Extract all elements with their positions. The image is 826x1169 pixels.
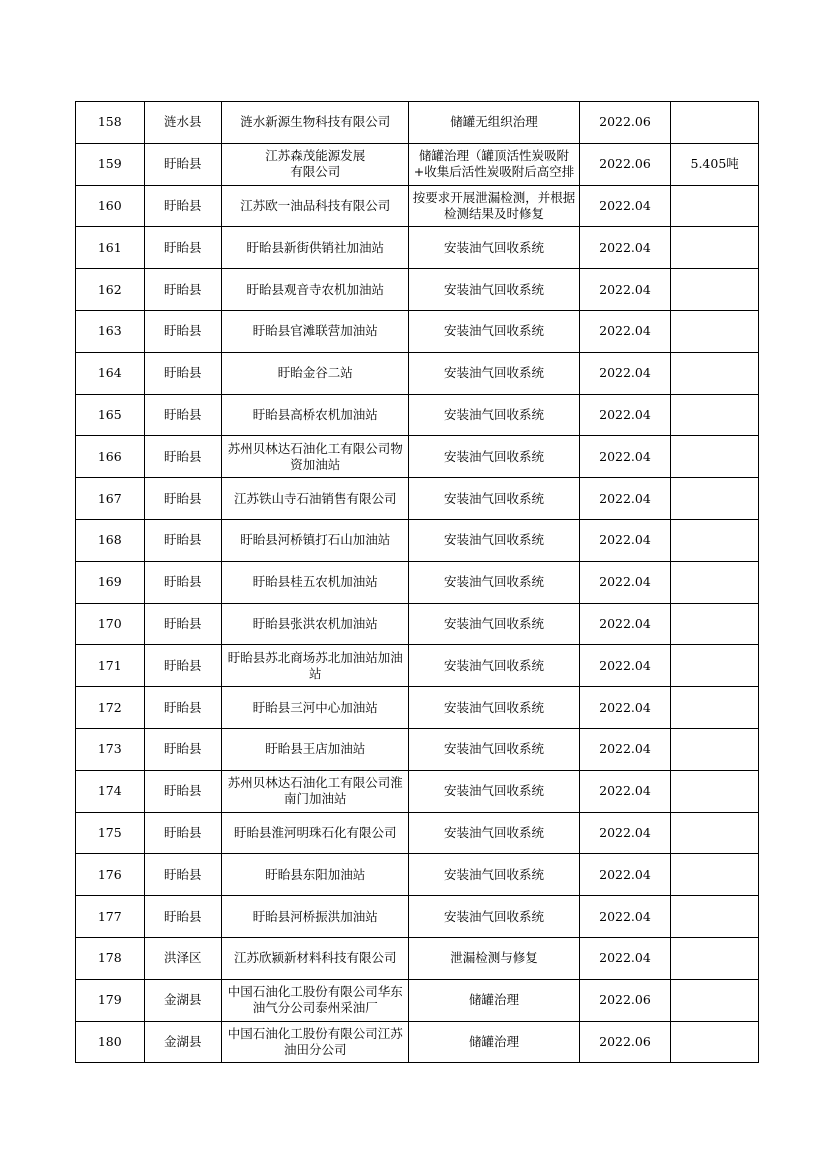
table-row <box>76 770 759 812</box>
row-number <box>76 645 145 687</box>
date-cell <box>579 687 671 729</box>
county-cell <box>144 812 222 854</box>
county-cell <box>144 394 222 436</box>
measure-cell-text: 安装油气回收系统 <box>444 741 545 757</box>
row-number-text: 176 <box>97 866 122 882</box>
company-cell <box>222 728 409 770</box>
row-number <box>76 143 145 185</box>
row-number <box>76 1021 145 1063</box>
county-cell <box>144 561 222 603</box>
county-cell-text: 涟水县 <box>164 114 202 130</box>
company-cell <box>222 519 409 561</box>
row-number <box>76 394 145 436</box>
company-cell-text: 涟水新源生物科技有限公司 <box>240 114 391 130</box>
table-row <box>76 143 759 185</box>
county-cell-text: 盱眙县 <box>164 532 202 548</box>
county-cell <box>144 227 222 269</box>
row-number-text: 170 <box>97 615 122 631</box>
reduction-cell <box>671 394 759 436</box>
table-row <box>76 352 759 394</box>
county-cell-text: 盱眙县 <box>164 448 202 464</box>
county-cell <box>144 519 222 561</box>
row-number <box>76 102 145 144</box>
county-cell <box>144 896 222 938</box>
county-cell-text: 金湖县 <box>164 1033 202 1049</box>
row-number-text: 178 <box>97 950 122 966</box>
date-cell-text: 2022.06 <box>599 992 651 1008</box>
measure-cell-text: 安装油气回收系统 <box>444 615 545 631</box>
row-number <box>76 227 145 269</box>
date-cell-text: 2022.04 <box>599 615 651 631</box>
measure-cell-text: 安装油气回收系统 <box>444 323 545 339</box>
date-cell-text: 2022.04 <box>599 657 651 673</box>
reduction-cell <box>671 937 759 979</box>
date-cell-text: 2022.04 <box>599 741 651 757</box>
table-row <box>76 979 759 1021</box>
date-cell <box>579 645 671 687</box>
company-cell-text: 盱眙县淮河明珠石化有限公司 <box>233 824 397 840</box>
date-cell <box>579 227 671 269</box>
table-row <box>76 728 759 770</box>
company-cell-text: 盱眙县新街供销社加油站 <box>246 239 384 255</box>
measure-cell-text: 泄漏检测与修复 <box>450 950 538 966</box>
measure-cell-text: 安装油气回收系统 <box>444 532 545 548</box>
company-cell <box>222 979 409 1021</box>
county-cell-text: 盱眙县 <box>164 866 202 882</box>
county-cell <box>144 937 222 979</box>
date-cell <box>579 770 671 812</box>
county-cell-text: 盱眙县 <box>164 197 202 213</box>
date-cell-text: 2022.04 <box>599 574 651 590</box>
table-row <box>76 436 759 478</box>
county-cell-text: 洪泽区 <box>164 950 202 966</box>
company-cell-text: 江苏欣颍新材料科技有限公司 <box>233 950 397 966</box>
reduction-cell <box>671 185 759 227</box>
reduction-cell <box>671 854 759 896</box>
company-cell-text: 中国石油化工股份有限公司江苏油田分公司 <box>227 1025 403 1057</box>
row-number <box>76 687 145 729</box>
date-cell-text: 2022.04 <box>599 281 651 297</box>
date-cell <box>579 143 671 185</box>
table-row <box>76 478 759 520</box>
company-cell <box>222 143 409 185</box>
measure-cell <box>409 352 579 394</box>
row-number-text: 172 <box>97 699 122 715</box>
date-cell <box>579 478 671 520</box>
reduction-cell <box>671 561 759 603</box>
company-cell <box>222 102 409 144</box>
company-cell-text: 中国石油化工股份有限公司华东油气分公司泰州采油厂 <box>227 984 403 1016</box>
county-cell <box>144 478 222 520</box>
row-number <box>76 854 145 896</box>
table-row <box>76 519 759 561</box>
table-row <box>76 185 759 227</box>
row-number <box>76 979 145 1021</box>
county-cell <box>144 352 222 394</box>
county-cell <box>144 854 222 896</box>
company-cell <box>222 269 409 311</box>
date-cell-text: 2022.04 <box>599 866 651 882</box>
company-cell-text: 盱眙县苏北商场苏北加油站加油站 <box>227 649 403 681</box>
row-number-text: 163 <box>97 323 122 339</box>
company-cell-text: 盱眙金谷二站 <box>277 365 353 381</box>
date-cell <box>579 812 671 854</box>
measure-cell <box>409 979 579 1021</box>
date-cell <box>579 561 671 603</box>
company-cell-text: 江苏森茂能源发展 有限公司 <box>265 148 366 180</box>
county-cell-text: 盱眙县 <box>164 406 202 422</box>
measure-cell <box>409 478 579 520</box>
measure-cell <box>409 645 579 687</box>
row-number-text: 161 <box>97 239 122 255</box>
date-cell <box>579 603 671 645</box>
county-cell <box>144 436 222 478</box>
county-cell <box>144 645 222 687</box>
row-number <box>76 603 145 645</box>
company-cell-text: 盱眙县河桥振洪加油站 <box>252 908 378 924</box>
measure-cell <box>409 770 579 812</box>
row-number <box>76 561 145 603</box>
company-cell <box>222 770 409 812</box>
reduction-cell <box>671 728 759 770</box>
company-cell-text: 江苏铁山寺石油销售有限公司 <box>233 490 397 506</box>
reduction-cell <box>671 478 759 520</box>
date-cell-text: 2022.04 <box>599 699 651 715</box>
table-row <box>76 561 759 603</box>
company-cell-text: 盱眙县官滩联营加油站 <box>252 323 378 339</box>
date-cell-text: 2022.04 <box>599 365 651 381</box>
company-cell <box>222 352 409 394</box>
measure-cell-text: 安装油气回收系统 <box>444 448 545 464</box>
table-row <box>76 1021 759 1063</box>
reduction-cell <box>671 1021 759 1063</box>
table-row <box>76 394 759 436</box>
row-number <box>76 519 145 561</box>
county-cell <box>144 143 222 185</box>
company-cell <box>222 603 409 645</box>
measure-cell-text: 安装油气回收系统 <box>444 239 545 255</box>
company-cell-text: 苏州贝林达石油化工有限公司物资加油站 <box>227 440 403 472</box>
date-cell-text: 2022.04 <box>599 783 651 799</box>
date-cell <box>579 896 671 938</box>
row-number-text: 160 <box>97 197 122 213</box>
reduction-cell <box>671 436 759 478</box>
row-number-text: 167 <box>97 490 122 506</box>
row-number <box>76 770 145 812</box>
row-number-text: 162 <box>97 281 122 297</box>
company-cell <box>222 227 409 269</box>
county-cell <box>144 1021 222 1063</box>
row-number <box>76 478 145 520</box>
row-number-text: 180 <box>97 1033 122 1049</box>
measure-cell <box>409 436 579 478</box>
row-number <box>76 352 145 394</box>
reduction-cell <box>671 645 759 687</box>
date-cell <box>579 728 671 770</box>
reduction-cell <box>671 143 759 185</box>
table-row <box>76 310 759 352</box>
measure-cell-text: 安装油气回收系统 <box>444 406 545 422</box>
date-cell-text: 2022.04 <box>599 448 651 464</box>
table-row <box>76 603 759 645</box>
measure-cell <box>409 561 579 603</box>
date-cell-text: 2022.06 <box>599 1033 651 1049</box>
date-cell <box>579 979 671 1021</box>
company-cell <box>222 854 409 896</box>
measure-cell-text: 安装油气回收系统 <box>444 281 545 297</box>
measure-cell <box>409 687 579 729</box>
measure-cell <box>409 394 579 436</box>
measure-cell <box>409 603 579 645</box>
county-cell-text: 盱眙县 <box>164 824 202 840</box>
company-cell <box>222 436 409 478</box>
measure-cell <box>409 102 579 144</box>
county-cell-text: 盱眙县 <box>164 783 202 799</box>
measure-cell-text: 安装油气回收系统 <box>444 824 545 840</box>
county-cell <box>144 770 222 812</box>
row-number-text: 174 <box>97 783 122 799</box>
date-cell-text: 2022.04 <box>599 824 651 840</box>
measure-cell <box>409 143 579 185</box>
company-cell <box>222 185 409 227</box>
company-cell <box>222 687 409 729</box>
measure-cell <box>409 812 579 854</box>
table-row <box>76 812 759 854</box>
measure-cell-text: 按要求开展泄漏检测，并根据检测结果及时修复 <box>412 189 576 221</box>
company-cell-text: 苏州贝林达石油化工有限公司淮南门加油站 <box>227 775 403 807</box>
table-row <box>76 102 759 144</box>
measure-cell <box>409 269 579 311</box>
date-cell <box>579 185 671 227</box>
reduction-cell <box>671 979 759 1021</box>
date-cell <box>579 269 671 311</box>
reduction-cell <box>671 102 759 144</box>
date-cell-text: 2022.04 <box>599 197 651 213</box>
measure-cell-text: 安装油气回收系统 <box>444 866 545 882</box>
row-number-text: 173 <box>97 741 122 757</box>
county-cell <box>144 979 222 1021</box>
measure-cell <box>409 310 579 352</box>
reduction-cell <box>671 770 759 812</box>
date-cell-text: 2022.04 <box>599 490 651 506</box>
measure-cell-text: 安装油气回收系统 <box>444 657 545 673</box>
county-cell <box>144 185 222 227</box>
row-number-text: 177 <box>97 908 122 924</box>
company-cell-text: 盱眙县高桥农机加油站 <box>252 406 378 422</box>
county-cell <box>144 102 222 144</box>
reduction-cell <box>671 687 759 729</box>
measure-cell-text: 安装油气回收系统 <box>444 908 545 924</box>
row-number <box>76 310 145 352</box>
county-cell-text: 盱眙县 <box>164 281 202 297</box>
row-number-text: 158 <box>97 114 122 130</box>
county-cell-text: 盱眙县 <box>164 239 202 255</box>
measure-cell-text: 安装油气回收系统 <box>444 699 545 715</box>
county-cell-text: 盱眙县 <box>164 615 202 631</box>
date-cell-text: 2022.04 <box>599 532 651 548</box>
reduction-cell <box>671 812 759 854</box>
row-number-text: 171 <box>97 657 122 673</box>
county-cell-text: 盱眙县 <box>164 490 202 506</box>
reduction-cell <box>671 227 759 269</box>
date-cell <box>579 394 671 436</box>
company-cell <box>222 310 409 352</box>
reduction-cell <box>671 310 759 352</box>
table-row <box>76 645 759 687</box>
reduction-cell <box>671 519 759 561</box>
company-cell-text: 盱眙县东阳加油站 <box>265 866 366 882</box>
measure-cell <box>409 728 579 770</box>
measure-cell-text: 储罐治理 <box>469 1033 520 1049</box>
table-row <box>76 269 759 311</box>
company-cell <box>222 394 409 436</box>
reduction-cell <box>671 269 759 311</box>
company-cell-text: 盱眙县桂五农机加油站 <box>252 574 378 590</box>
company-cell <box>222 896 409 938</box>
measure-cell-text: 安装油气回收系统 <box>444 574 545 590</box>
county-cell-text: 盱眙县 <box>164 365 202 381</box>
reduction-cell-text: 5.405吨 <box>690 156 739 172</box>
date-cell <box>579 436 671 478</box>
date-cell-text: 2022.04 <box>599 323 651 339</box>
table-row <box>76 227 759 269</box>
measure-cell <box>409 854 579 896</box>
company-cell-text: 江苏欧一油品科技有限公司 <box>240 197 391 213</box>
county-cell-text: 盱眙县 <box>164 156 202 172</box>
measure-cell-text: 安装油气回收系统 <box>444 783 545 799</box>
county-cell <box>144 310 222 352</box>
county-cell-text: 盱眙县 <box>164 323 202 339</box>
date-cell-text: 2022.04 <box>599 908 651 924</box>
measure-cell <box>409 896 579 938</box>
reduction-cell <box>671 603 759 645</box>
date-cell-text: 2022.06 <box>599 114 651 130</box>
date-cell-text: 2022.06 <box>599 156 651 172</box>
date-cell <box>579 310 671 352</box>
row-number <box>76 896 145 938</box>
table-row <box>76 687 759 729</box>
date-cell <box>579 102 671 144</box>
table-row <box>76 896 759 938</box>
county-cell <box>144 603 222 645</box>
company-cell-text: 盱眙县王店加油站 <box>265 741 366 757</box>
company-cell <box>222 812 409 854</box>
table-row <box>76 854 759 896</box>
company-cell-text: 盱眙县张洪农机加油站 <box>252 615 378 631</box>
reduction-cell <box>671 352 759 394</box>
measure-cell <box>409 519 579 561</box>
row-number <box>76 937 145 979</box>
table-row <box>76 937 759 979</box>
row-number <box>76 812 145 854</box>
row-number-text: 175 <box>97 824 122 840</box>
date-cell <box>579 854 671 896</box>
county-cell <box>144 269 222 311</box>
project-table <box>75 101 759 1063</box>
county-cell-text: 盱眙县 <box>164 908 202 924</box>
measure-cell <box>409 937 579 979</box>
row-number-text: 166 <box>97 448 122 464</box>
county-cell-text: 盱眙县 <box>164 657 202 673</box>
row-number <box>76 185 145 227</box>
county-cell-text: 金湖县 <box>164 992 202 1008</box>
row-number-text: 164 <box>97 365 122 381</box>
date-cell <box>579 519 671 561</box>
measure-cell-text: 储罐无组织治理 <box>450 114 538 130</box>
measure-cell <box>409 227 579 269</box>
measure-cell-text: 储罐治理 <box>469 992 520 1008</box>
county-cell <box>144 728 222 770</box>
county-cell-text: 盱眙县 <box>164 574 202 590</box>
row-number-text: 165 <box>97 406 122 422</box>
reduction-cell <box>671 896 759 938</box>
row-number-text: 179 <box>97 992 122 1008</box>
company-cell <box>222 645 409 687</box>
measure-cell-text: 安装油气回收系统 <box>444 490 545 506</box>
county-cell <box>144 687 222 729</box>
county-cell-text: 盱眙县 <box>164 741 202 757</box>
row-number <box>76 436 145 478</box>
date-cell-text: 2022.04 <box>599 950 651 966</box>
date-cell <box>579 352 671 394</box>
date-cell <box>579 1021 671 1063</box>
company-cell <box>222 561 409 603</box>
company-cell-text: 盱眙县观音寺农机加油站 <box>246 281 384 297</box>
company-cell <box>222 937 409 979</box>
row-number <box>76 728 145 770</box>
row-number-text: 168 <box>97 532 122 548</box>
date-cell-text: 2022.04 <box>599 406 651 422</box>
row-number-text: 169 <box>97 574 122 590</box>
measure-cell-text: 储罐治理（罐顶活性炭吸附+收集后活性炭吸附后高空排 <box>413 148 575 180</box>
county-cell-text: 盱眙县 <box>164 699 202 715</box>
table-body <box>76 102 759 1063</box>
date-cell-text: 2022.04 <box>599 239 651 255</box>
row-number-text: 159 <box>97 156 122 172</box>
date-cell <box>579 937 671 979</box>
company-cell <box>222 478 409 520</box>
measure-cell <box>409 185 579 227</box>
measure-cell <box>409 1021 579 1063</box>
company-cell <box>222 1021 409 1063</box>
measure-cell-text: 安装油气回收系统 <box>444 365 545 381</box>
row-number <box>76 269 145 311</box>
company-cell-text: 盱眙县河桥镇打石山加油站 <box>240 532 391 548</box>
company-cell-text: 盱眙县三河中心加油站 <box>252 699 378 715</box>
